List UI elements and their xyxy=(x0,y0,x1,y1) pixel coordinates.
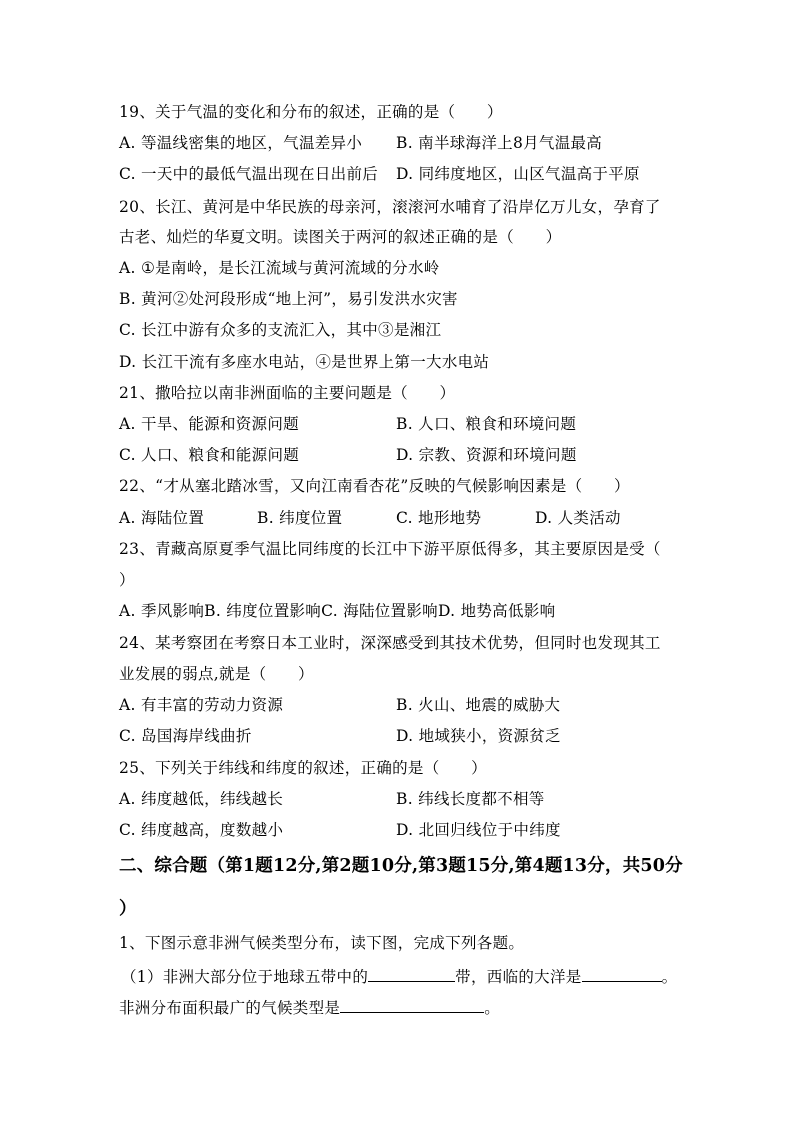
q22-option-d: D. 人类活动 xyxy=(535,509,621,527)
q21-option-c: C. 人口、粮食和能源问题 xyxy=(119,446,300,464)
q22-option-c: C. 地形地势 xyxy=(396,509,482,527)
q19-stem: 19、关于气温的变化和分布的叙述，正确的是（ ） xyxy=(119,103,503,121)
q24-option-b: B. 火山、地震的威胁大 xyxy=(396,696,561,714)
q20-stem-line2: 古老、灿烂的华夏文明。读图关于两河的叙述正确的是（ ） xyxy=(119,228,562,246)
answer-blank-climate-type[interactable] xyxy=(340,996,484,1013)
q22-option-b: B. 纬度位置 xyxy=(257,509,343,527)
q23-stem-line2: ） xyxy=(119,571,135,589)
comp1-part1-middle: 带，西临的大洋是 xyxy=(455,968,582,986)
comp1-part1-end: 。 xyxy=(661,968,678,986)
q24-option-a: A. 有丰富的劳动力资源 xyxy=(119,696,284,714)
comp1-part1-line1 xyxy=(121,965,677,988)
q20-option-d: D. 长江干流有多座水电站，④是世界上第一大水电站 xyxy=(119,353,490,371)
answer-blank-ocean[interactable] xyxy=(582,965,662,982)
q23-options: A. 季风影响B. 纬度位置影响C. 海陆位置影响D. 地势高低影响 xyxy=(119,602,556,620)
q19-option-c: C. 一天中的最低气温出现在日出前后 xyxy=(119,165,379,183)
q21-stem: 21、撒哈拉以南非洲面临的主要问题是（ ） xyxy=(119,384,456,402)
q23-stem-line1: 23、青藏高原夏季气温比同纬度的长江中下游平原低得多，其主要原因是受（ xyxy=(119,540,661,558)
q19-option-d: D. 同纬度地区，山区气温高于平原 xyxy=(396,165,640,183)
q25-stem: 25、下列关于纬线和纬度的叙述，正确的是（ ） xyxy=(119,759,487,777)
q24-stem-line1: 24、某考察团在考察日本工业时，深深感受到其技术优势，但同时也发现其工 xyxy=(119,634,661,652)
q20-option-b: B. 黄河②处河段形成“地上河”，易引发洪水灾害 xyxy=(119,290,458,308)
q20-option-a: A. ①是南岭，是长江流域与黄河流域的分水岭 xyxy=(119,259,440,277)
comp1-part1-line2 xyxy=(119,996,500,1019)
answer-blank-zone[interactable] xyxy=(368,965,455,982)
q25-option-b: B. 纬线长度都不相等 xyxy=(396,790,545,808)
q19-option-b: B. 南半球海洋上8月气温最高 xyxy=(396,134,603,152)
q25-option-d: D. 北回归线位于中纬度 xyxy=(396,821,561,839)
q21-option-d: D. 宗教、资源和环境问题 xyxy=(396,446,577,464)
comp1-part1-prefix: （1）非洲大部分位于地球五带中的 xyxy=(121,968,369,986)
section-2-title-line1: 二、综合题（第1题12分,第2题10分,第3题15分,第4题13分，共50分 xyxy=(119,856,683,876)
q24-option-d: D. 地域狭小，资源贫乏 xyxy=(396,727,561,745)
comp1-stem: 1、下图示意非洲气候类型分布，读下图，完成下列各题。 xyxy=(119,934,525,952)
q19-option-a: A. 等温线密集的地区，气温差异小 xyxy=(119,134,363,152)
q25-option-a: A. 纬度越低，纬线越长 xyxy=(119,790,284,808)
q21-option-a: A. 干旱、能源和资源问题 xyxy=(119,415,299,433)
comp1-part1-line2-end: 。 xyxy=(484,999,501,1017)
q20-option-c: C. 长江中游有众多的支流汇入，其中③是湘江 xyxy=(119,321,442,339)
q20-stem-line1: 20、长江、黄河是中华民族的母亲河，滚滚河水哺育了沿岸亿万儿女，孕育了 xyxy=(119,198,661,216)
comp1-part1-line2-prefix: 非洲分布面积最广的气候类型是 xyxy=(119,999,341,1017)
q21-option-b: B. 人口、粮食和环境问题 xyxy=(396,415,577,433)
section-2-title-line2: ） xyxy=(119,899,137,919)
q24-stem-line2: 业发展的弱点,就是（ ） xyxy=(119,665,314,683)
q22-option-a: A. 海陆位置 xyxy=(119,509,205,527)
q22-stem: 22、“才从塞北踏冰雪，又向江南看杏花”反映的气候影响因素是（ ） xyxy=(119,477,630,495)
q24-option-c: C. 岛国海岸线曲折 xyxy=(119,727,252,745)
q25-option-c: C. 纬度越高，度数越小 xyxy=(119,821,284,839)
